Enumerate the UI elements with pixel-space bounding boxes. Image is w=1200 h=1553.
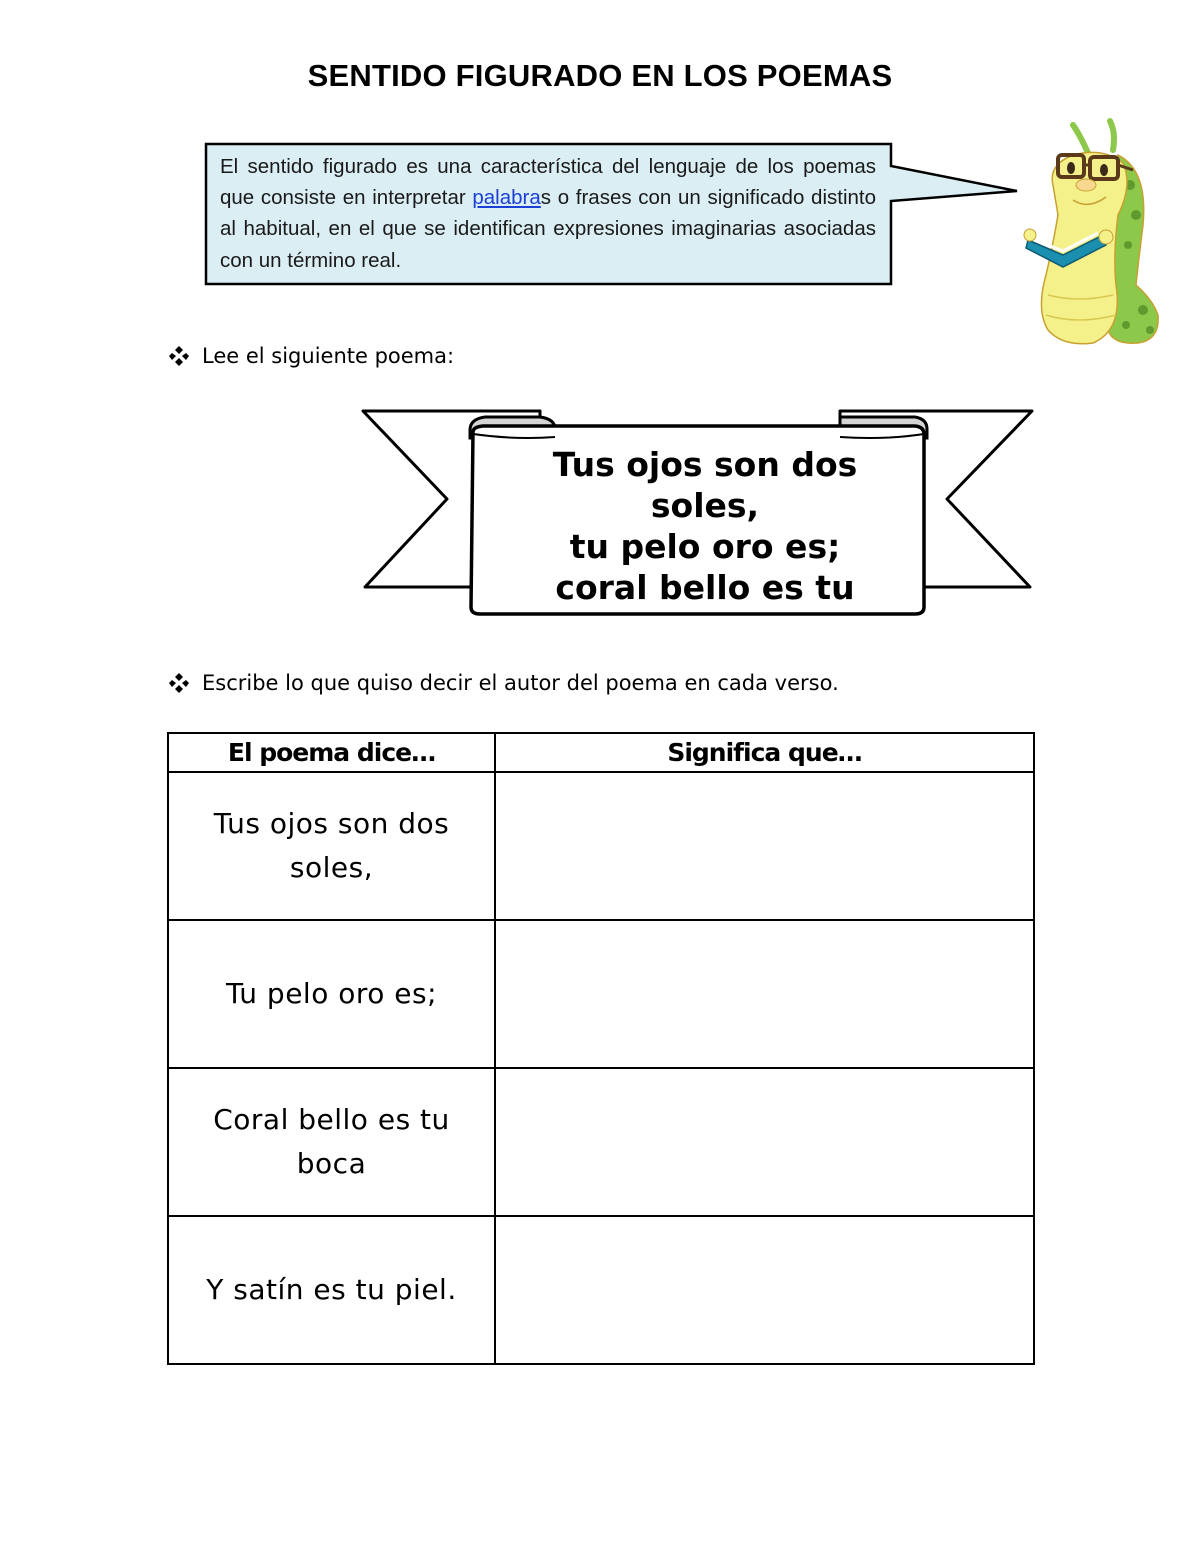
- table-header-row: [168, 733, 1034, 772]
- verse-cell: Tu pelo oro es;: [168, 920, 495, 1068]
- verse-cell: Y satín es tu piel.: [168, 1216, 495, 1364]
- poem-line: tu pelo oro es;: [569, 527, 841, 566]
- verse-cell: Coral bello es tu boca: [168, 1068, 495, 1216]
- poem-line: Tus ojos son dos: [552, 445, 858, 484]
- instruction-read-poem: [168, 344, 454, 368]
- answer-input[interactable]: [496, 921, 1033, 1067]
- answer-cell[interactable]: [495, 920, 1034, 1068]
- definition-text: El sentido figurado es una característica del lenguaje de los poemas que consiste en interpretar palabras o frases con un significado distinto al habitual, en el que se identifican expresiones imaginarias asociadas con un término real.: [220, 155, 876, 272]
- verse-cell: Tus ojos son dos soles,: [168, 772, 495, 920]
- palabra-link[interactable]: palabra: [472, 186, 541, 210]
- poem-meaning-table: [167, 732, 1035, 1365]
- instruction-text: Escribe lo que quiso decir el autor del poema en cada verso.: [202, 671, 839, 695]
- answer-input[interactable]: [496, 1069, 1033, 1215]
- header-poem-says: El poema dice…: [168, 733, 495, 772]
- instruction-text: Lee el siguiente poema:: [202, 344, 455, 368]
- table-row: [168, 772, 1034, 920]
- answer-input[interactable]: [496, 1217, 1033, 1363]
- answer-cell[interactable]: [495, 1216, 1034, 1364]
- answer-cell[interactable]: [495, 1068, 1034, 1216]
- page-title: SENTIDO FIGURADO EN LOS POEMAS: [307, 58, 893, 93]
- table-row: [168, 1216, 1034, 1364]
- caterpillar-reading-book-icon: [1018, 115, 1168, 355]
- header-means-that: Significa que…: [495, 733, 1034, 772]
- diamond-bullet-icon: [168, 345, 190, 367]
- instruction-write-meaning: [168, 671, 839, 695]
- table-row: [168, 920, 1034, 1068]
- poem-line: soles,: [650, 486, 760, 525]
- answer-cell[interactable]: [495, 772, 1034, 920]
- poem-line: coral bello es tu: [555, 568, 855, 607]
- answer-input[interactable]: [496, 773, 1033, 919]
- poem-banner-text: [475, 444, 935, 608]
- diamond-bullet-icon: [168, 672, 190, 694]
- table-row: [168, 1068, 1034, 1216]
